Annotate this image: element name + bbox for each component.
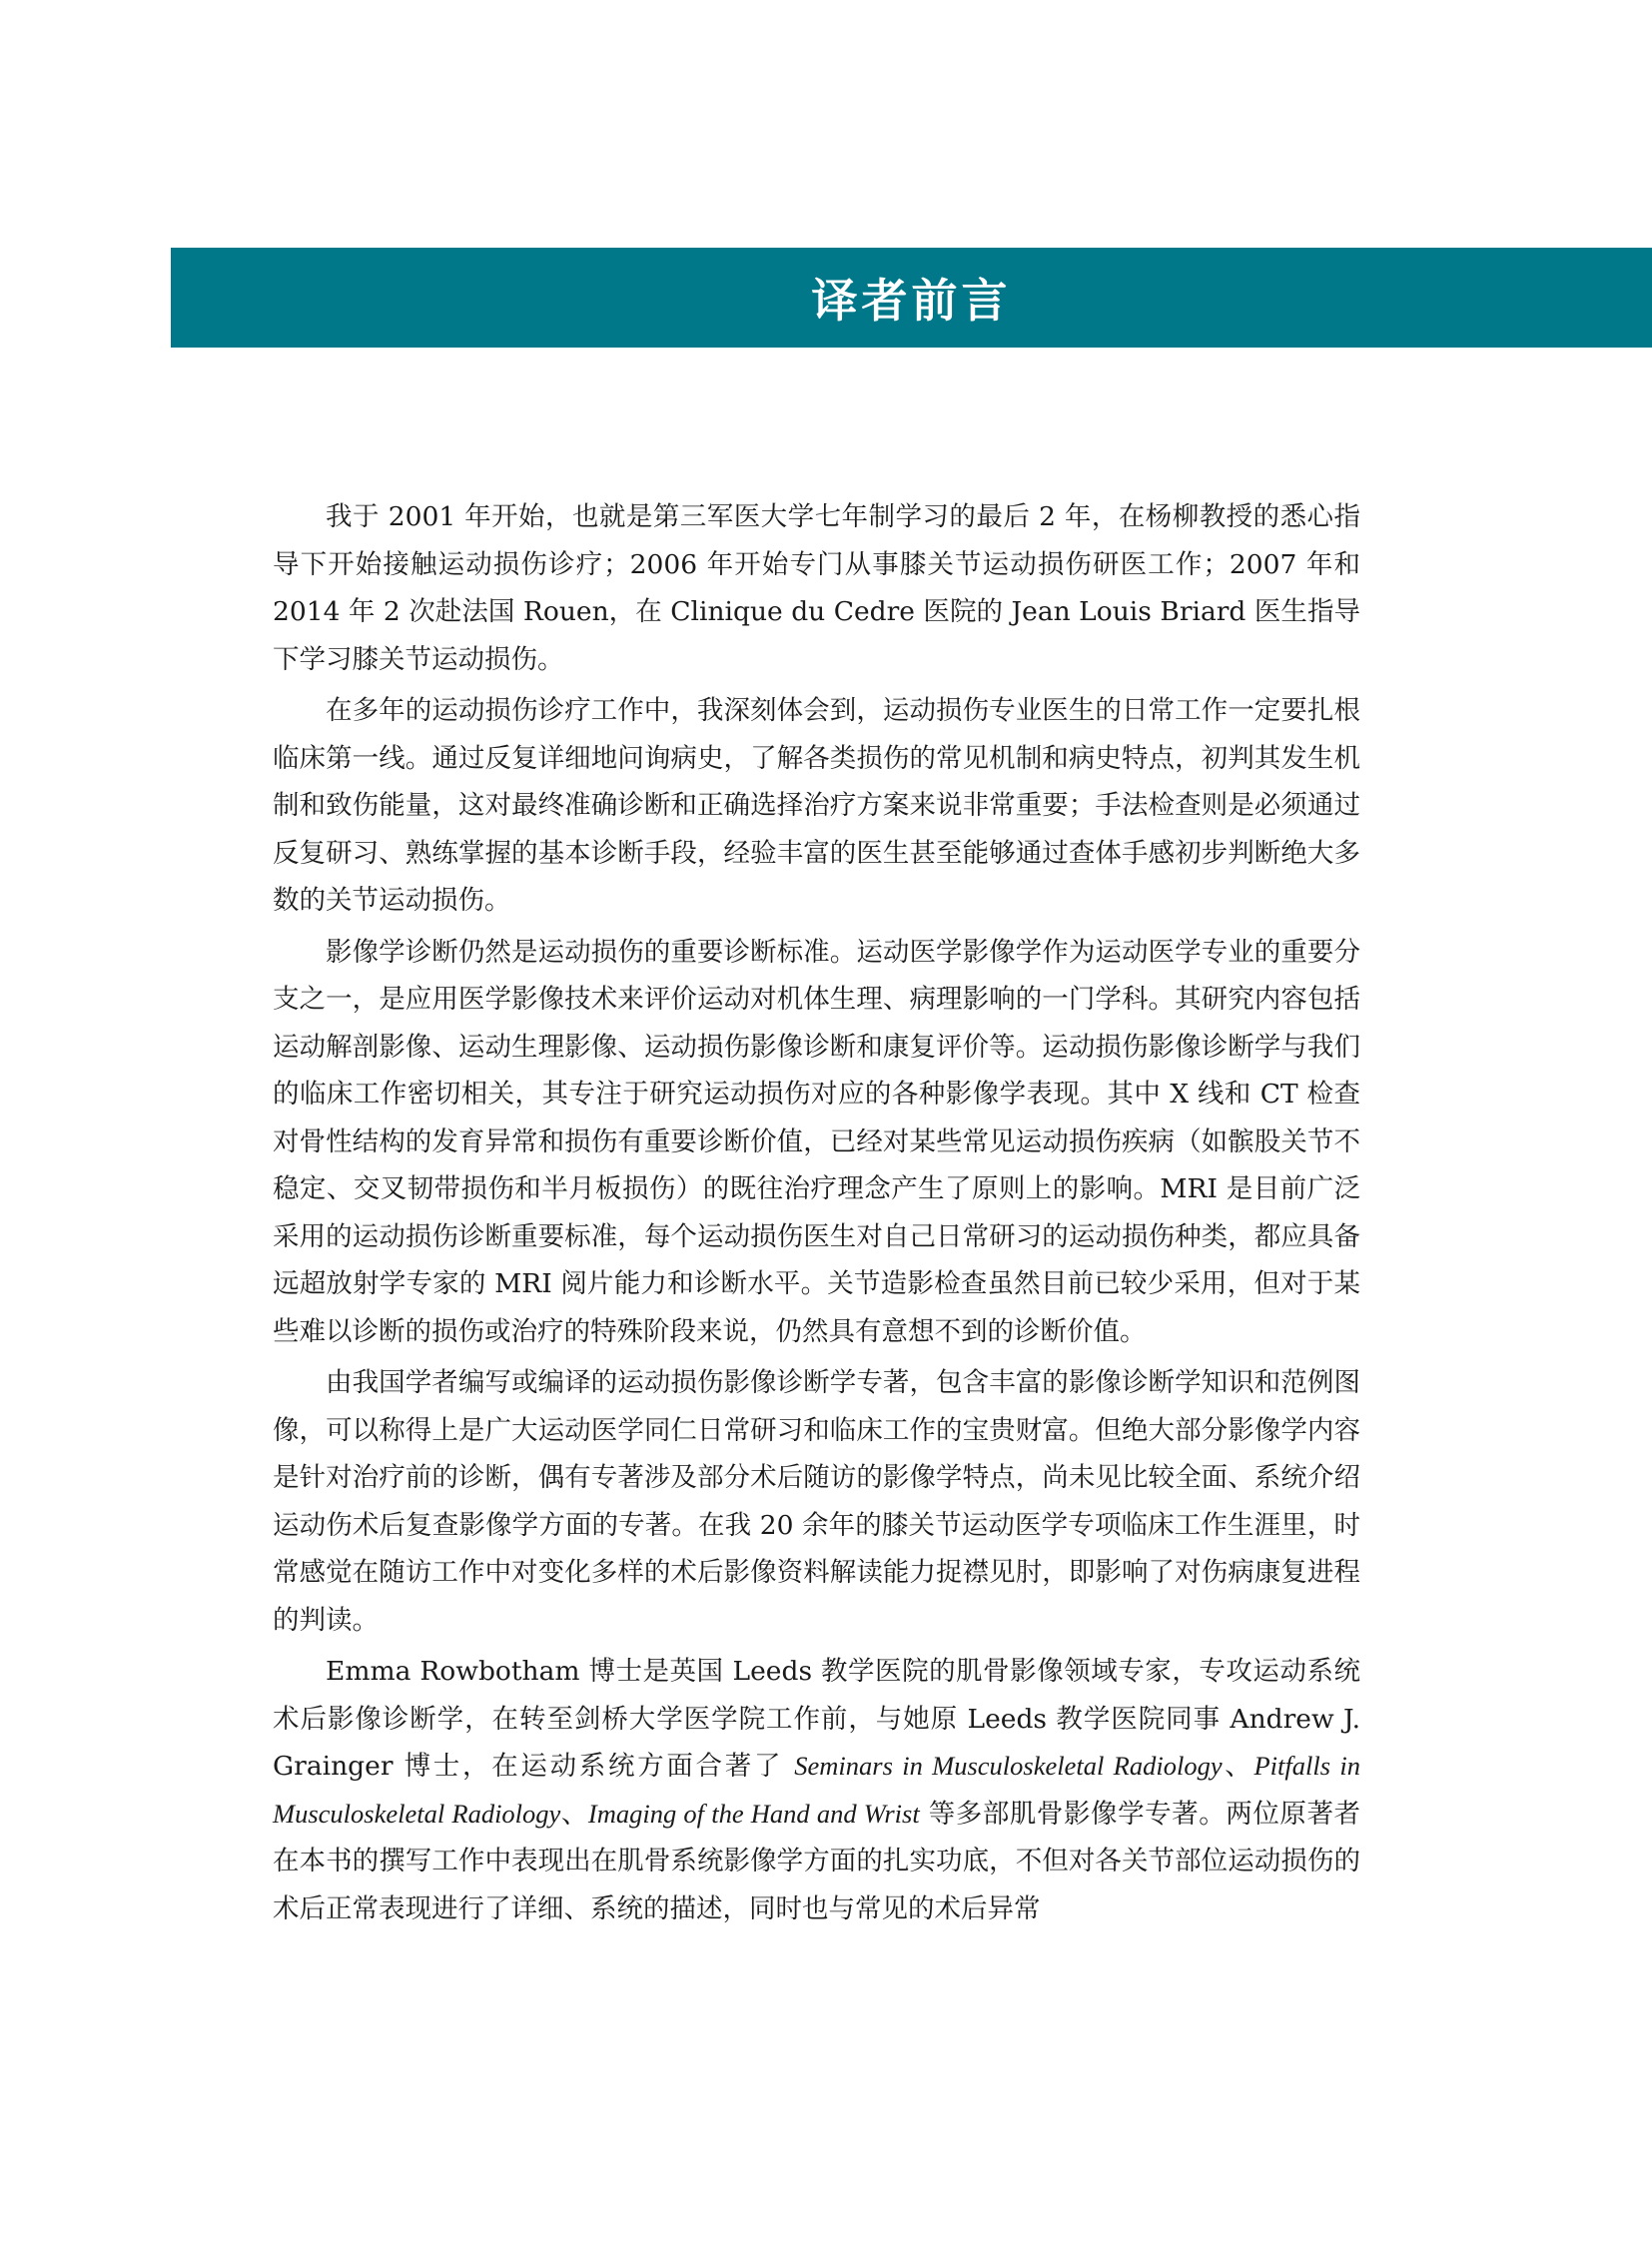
paragraph-5 xyxy=(273,1648,1360,1932)
paragraph-4: 由我国学者编写或编译的运动损伤影像诊断学专著，包含丰富的影像诊断学知识和范例图像，可以称得上是广大运动医学同仁日常研习和临床工作的宝贵财富。但绝大部分影像学内容是针对治疗前的诊断，偶有专著涉及部分术后随访的影像学特点，尚未见比较全面、系统介绍运动伤术后复查影像学方面的专著。在我 20 余年的膝关节运动医学专项临床工作生涯里，时常感觉在随访工作中对变化多样的术后影像资料解读能力捉襟见肘，即影响了对伤病康复进程的判读。 xyxy=(273,1367,1360,1636)
page-title: 译者前言 xyxy=(811,274,1012,328)
paragraph-5-part-2: 、 xyxy=(1222,1751,1254,1782)
paragraph-2: 在多年的运动损伤诊疗工作中，我深刻体会到，运动损伤专业医生的日常工作一定要扎根临床第一线。通过反复详细地问询病史，了解各类损伤的常见机制和病史特点，初判其发生机制和致伤能量，这对最终准确诊断和正确选择治疗方案来说非常重要；手法检查则是必须通过反复研习、熟练掌握的基本诊断手段，经验丰富的医生甚至能够通过查体手感初步判断绝大多数的关节运动损伤。 xyxy=(273,695,1360,916)
paragraph-1: 我于 2001 年开始，也就是第三军医大学七年制学习的最后 2 年，在杨柳教授的悉心指导下开始接触运动损伤诊疗；2006 年开始专门从事膝关节运动损伤研医工作；2007 年和 2014 年 2 次赴法国 Rouen，在 Clinique du Cedre 医院的 Jean Louis Briard 医生指导下学习膝关节运动损伤。 xyxy=(273,501,1360,675)
body-text xyxy=(273,493,1360,1936)
paragraph-5-part-3: 、 xyxy=(560,1798,588,1830)
title-banner xyxy=(171,248,1652,348)
paragraph-5-part-1: Emma Rowbotham 博士是英国 Leeds 教学医院的肌骨影像领域专家，专攻运动系统术后影像诊断学，在转至剑桥大学医学院工作前，与她原 Leeds 教学医院同事 Andrew J. Grainger 博士，在运动系统方面合著了 xyxy=(273,1656,1360,1782)
book-title-hand-wrist: Imaging of the Hand and Wrist xyxy=(587,1798,920,1829)
book-title-seminars: Seminars in Musculoskeletal Radiology xyxy=(794,1751,1223,1781)
book-title-pitfalls: Pitfalls in Musculoskeletal Radiology xyxy=(273,1751,1360,1829)
paragraph-3: 影像学诊断仍然是运动损伤的重要诊断标准。运动医学影像学作为运动医学专业的重要分支之一，是应用医学影像技术来评价运动对机体生理、病理影响的一门学科。其研究内容包括运动解剖影像、运动生理影像、运动损伤影像诊断和康复评价等。运动损伤影像诊断学与我们的临床工作密切相关，其专注于研究运动损伤对应的各种影像学表现。其中 X 线和 CT 检查对骨性结构的发育异常和损伤有重要诊断价值，已经对某些常见运动损伤疾病（如髌股关节不稳定、交叉韧带损伤和半月板损伤）的既往治疗理念产生了原则上的影响。MRI 是目前广泛采用的运动损伤诊断重要标准，每个运动损伤医生对自己日常研习的运动损伤种类，都应具备远超放射学专家的 MRI 阅片能力和诊断水平。关节造影检查虽然目前已较少采用，但对于某些难以诊断的损伤或治疗的特殊阶段来说，仍然具有意想不到的诊断价值。 xyxy=(273,936,1360,1347)
paragraph-5-part-4: 等多部肌骨影像学专著。两位原著者在本书的撰写工作中表现出在肌骨系统影像学方面的扎实功底，不但对各关节部位运动损伤的术后正常表现进行了详细、系统的描述，同时也与常见的术后异常 xyxy=(273,1798,1361,1924)
